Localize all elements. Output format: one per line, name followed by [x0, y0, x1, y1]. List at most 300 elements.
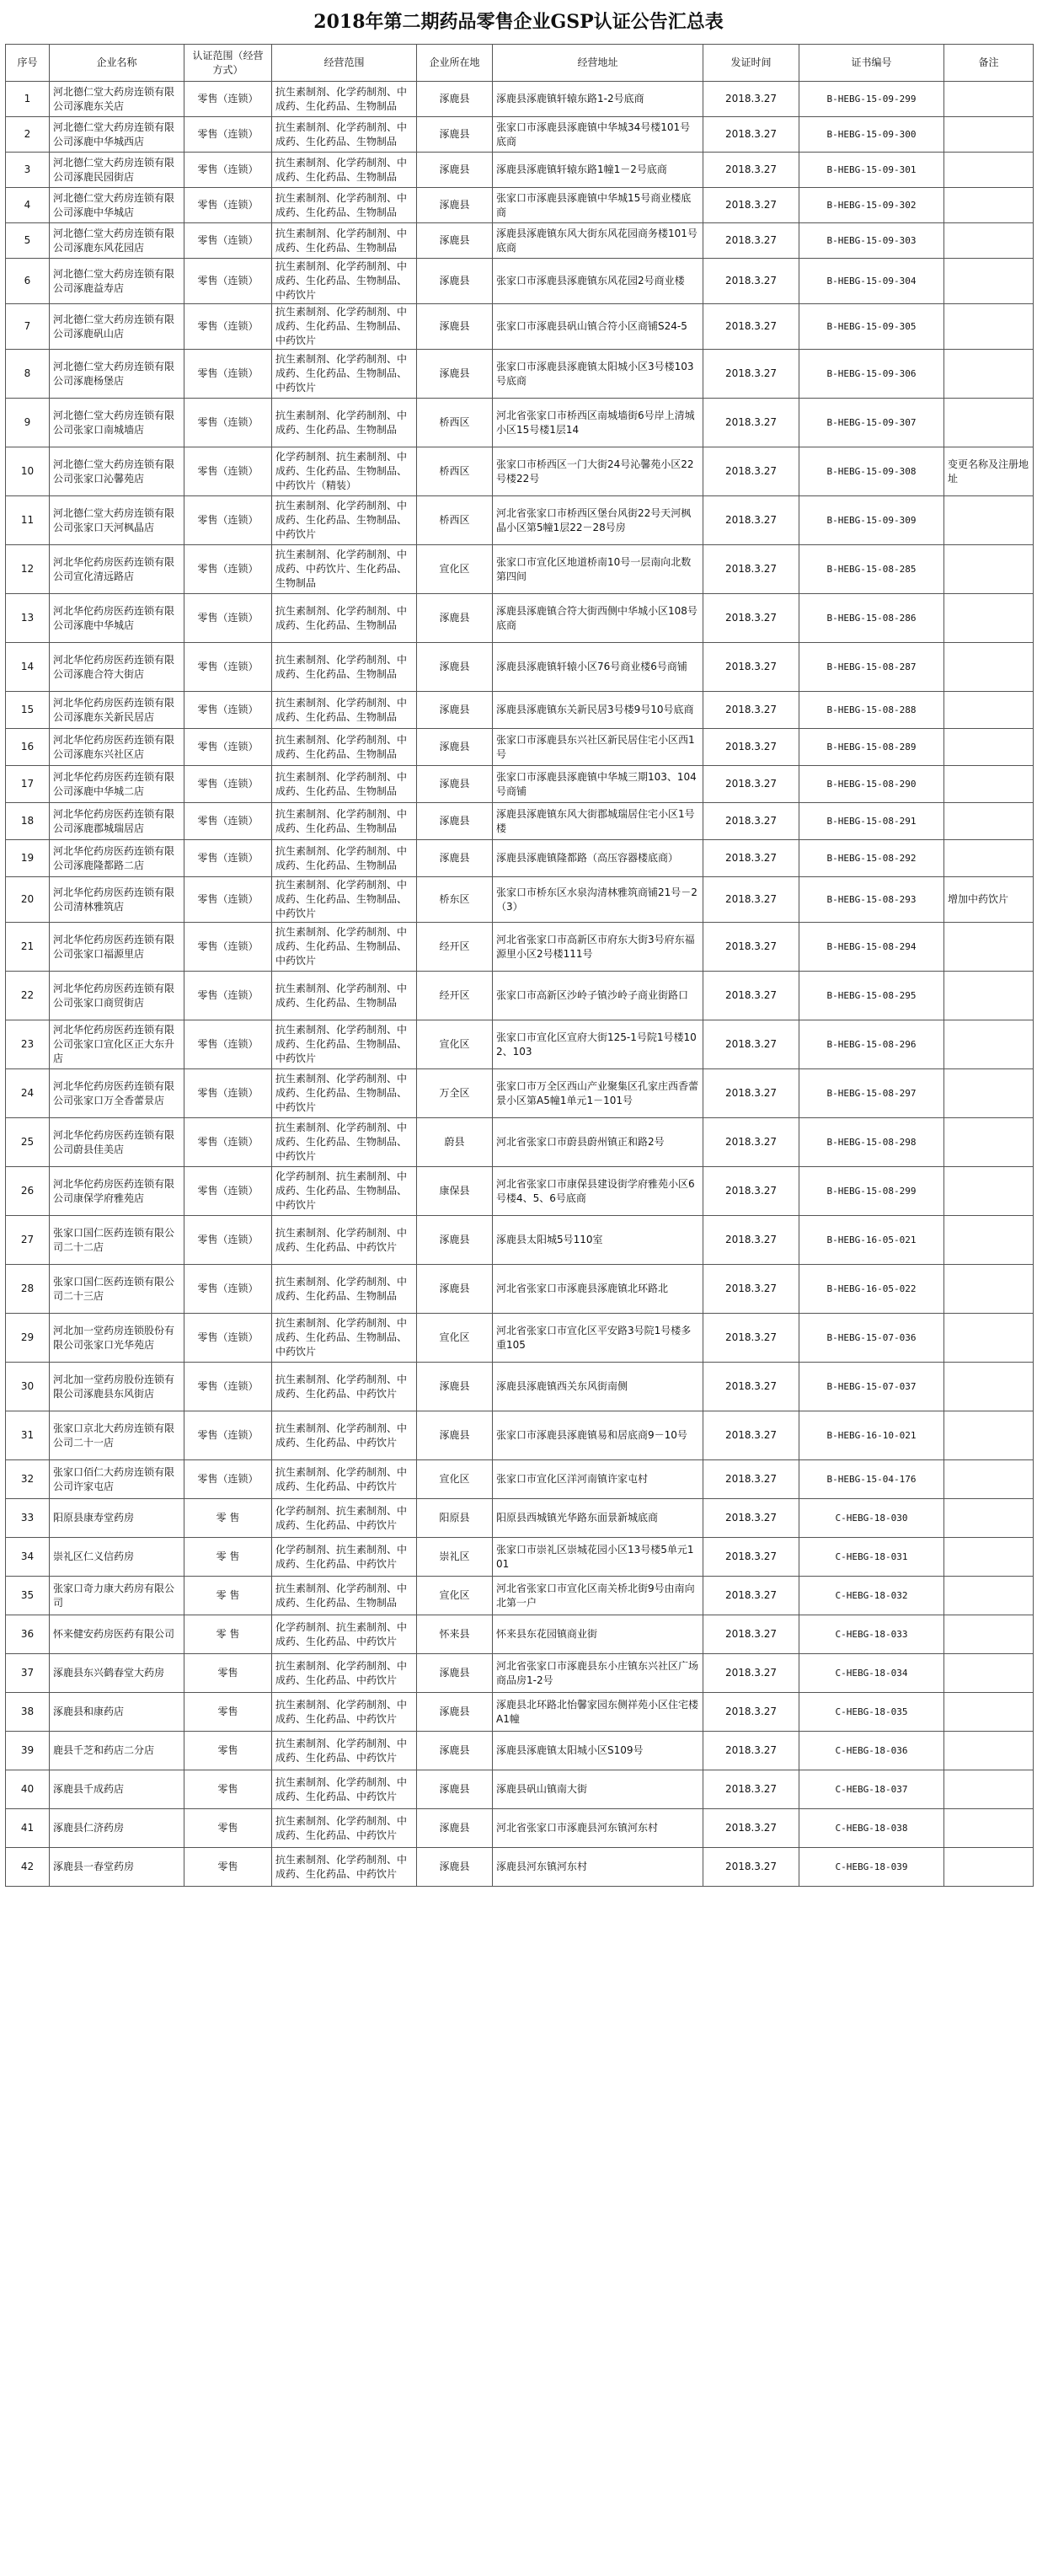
cell-address: 涿鹿县北环路北怡馨家园东侧祥苑小区住宅楼A1幢	[493, 1693, 703, 1732]
cell-note: 变更名称及注册地址	[944, 447, 1034, 496]
cell-issue-date: 2018.3.27	[703, 350, 799, 399]
cell-business-scope: 化学药制剂、抗生素制剂、中成药、生化药品、生物制品、中药饮片	[272, 1167, 417, 1216]
cell-address: 河北省张家口市蔚县蔚州镇正和路2号	[493, 1118, 703, 1167]
cell-cert-number: B-HEBG-15-09-309	[799, 496, 944, 545]
cell-cert-number: B-HEBG-15-08-287	[799, 643, 944, 692]
cell-company-name: 河北德仁堂大药房连锁有限公司张家口沁馨苑店	[50, 447, 184, 496]
cell-business-scope: 抗生素制剂、化学药制剂、中成药、生化药品、中药饮片	[272, 1363, 417, 1411]
cell-address: 张家口市涿鹿县矾山镇合符小区商铺S24-5	[493, 304, 703, 350]
cell-no: 32	[6, 1460, 50, 1499]
cell-business-scope: 化学药制剂、抗生素制剂、中成药、生化药品、中药饮片	[272, 1499, 417, 1538]
cell-note	[944, 350, 1034, 399]
cell-cert-number: B-HEBG-15-09-304	[799, 259, 944, 304]
cell-company-name: 河北华佗药房医药连锁有限公司涿鹿合符大街店	[50, 643, 184, 692]
cell-cert-number: C-HEBG-18-030	[799, 1499, 944, 1538]
cell-note	[944, 1314, 1034, 1363]
cell-company-name: 张家口京北大药房连锁有限公司二十一店	[50, 1411, 184, 1460]
cell-cert-number: C-HEBG-18-033	[799, 1615, 944, 1654]
cell-company-name: 张家口国仁医药连锁有限公司二十二店	[50, 1216, 184, 1265]
col-header-note: 备注	[944, 45, 1034, 82]
cell-location: 万全区	[417, 1069, 493, 1118]
cell-location: 涿鹿县	[417, 1363, 493, 1411]
cell-cert-number: B-HEBG-15-09-305	[799, 304, 944, 350]
cell-cert-number: C-HEBG-18-032	[799, 1577, 944, 1615]
cell-issue-date: 2018.3.27	[703, 1020, 799, 1069]
cell-location: 涿鹿县	[417, 304, 493, 350]
cell-note	[944, 259, 1034, 304]
cell-company-name: 河北华佗药房医药连锁有限公司清林雅筑店	[50, 877, 184, 923]
cell-company-name: 河北华佗药房医药连锁有限公司涿鹿东兴社区店	[50, 729, 184, 766]
cell-no: 40	[6, 1770, 50, 1809]
cell-location: 涿鹿县	[417, 1265, 493, 1314]
cell-company-name: 涿鹿县和康药店	[50, 1693, 184, 1732]
cell-issue-date: 2018.3.27	[703, 972, 799, 1020]
cell-issue-date: 2018.3.27	[703, 82, 799, 117]
cell-no: 20	[6, 877, 50, 923]
cell-issue-date: 2018.3.27	[703, 692, 799, 729]
cell-business-scope: 抗生素制剂、化学药制剂、中成药、生化药品、中药饮片	[272, 1460, 417, 1499]
cell-cert-number: C-HEBG-18-034	[799, 1654, 944, 1693]
cell-no: 15	[6, 692, 50, 729]
cell-business-scope: 抗生素制剂、化学药制剂、中成药、生化药品、中药饮片	[272, 1848, 417, 1887]
cell-business-scope: 抗生素制剂、化学药制剂、中成药、生化药品、生物制品	[272, 766, 417, 803]
cell-note	[944, 1577, 1034, 1615]
cell-address: 涿鹿县涿鹿镇轩辕东路1-2号底商	[493, 82, 703, 117]
cell-cert-number: B-HEBG-15-08-285	[799, 545, 944, 594]
col-header-location: 企业所在地	[417, 45, 493, 82]
cell-no: 27	[6, 1216, 50, 1265]
cell-cert-number: B-HEBG-16-10-021	[799, 1411, 944, 1460]
table-row	[6, 1654, 1034, 1693]
cell-no: 39	[6, 1732, 50, 1770]
cell-cert-mode: 零售	[184, 1848, 272, 1887]
cell-location: 崇礼区	[417, 1538, 493, 1577]
cell-cert-mode: 零售（连锁）	[184, 1167, 272, 1216]
cell-issue-date: 2018.3.27	[703, 545, 799, 594]
cell-issue-date: 2018.3.27	[703, 188, 799, 223]
cell-location: 康保县	[417, 1167, 493, 1216]
cell-issue-date: 2018.3.27	[703, 1460, 799, 1499]
cell-cert-number: B-HEBG-15-08-294	[799, 923, 944, 972]
table-row	[6, 1460, 1034, 1499]
cell-cert-number: B-HEBG-15-09-308	[799, 447, 944, 496]
table-row	[6, 594, 1034, 643]
cell-no: 6	[6, 259, 50, 304]
cell-company-name: 河北德仁堂大药房连锁有限公司涿鹿民园街店	[50, 153, 184, 188]
cell-business-scope: 抗生素制剂、化学药制剂、中成药、生化药品、中药饮片	[272, 1411, 417, 1460]
cell-business-scope: 抗生素制剂、化学药制剂、中成药、生化药品、生物制品	[272, 117, 417, 153]
cell-company-name: 河北加一堂药房连锁股份有限公司张家口光华苑店	[50, 1314, 184, 1363]
cell-cert-number: B-HEBG-15-07-037	[799, 1363, 944, 1411]
table-row	[6, 1577, 1034, 1615]
cell-business-scope: 抗生素制剂、化学药制剂、中成药、生化药品、生物制品、中药饮片	[272, 304, 417, 350]
cell-issue-date: 2018.3.27	[703, 117, 799, 153]
cell-business-scope: 抗生素制剂、化学药制剂、中成药、生化药品、生物制品、中药饮片	[272, 1314, 417, 1363]
cell-no: 1	[6, 82, 50, 117]
table-row	[6, 1693, 1034, 1732]
cell-address: 涿鹿县涿鹿镇轩辕东路1幢1－2号底商	[493, 153, 703, 188]
cell-location: 涿鹿县	[417, 1693, 493, 1732]
table-row	[6, 1411, 1034, 1460]
cell-location: 涿鹿县	[417, 803, 493, 840]
cell-cert-mode: 零售（连锁）	[184, 545, 272, 594]
table-row	[6, 82, 1034, 117]
cell-cert-mode: 零售（连锁）	[184, 1314, 272, 1363]
cell-cert-number: B-HEBG-15-07-036	[799, 1314, 944, 1363]
table-row	[6, 1216, 1034, 1265]
cell-cert-mode: 零 售	[184, 1577, 272, 1615]
cell-company-name: 河北华佗药房医药连锁有限公司张家口福源里店	[50, 923, 184, 972]
cell-cert-number: B-HEBG-15-08-291	[799, 803, 944, 840]
cell-address: 张家口市宣化区洋河南镇许家屯村	[493, 1460, 703, 1499]
col-header-name: 企业名称	[50, 45, 184, 82]
table-row	[6, 1020, 1034, 1069]
cell-note	[944, 1167, 1034, 1216]
cell-address: 怀来县东花园镇商业街	[493, 1615, 703, 1654]
cell-cert-mode: 零售（连锁）	[184, 117, 272, 153]
table-row	[6, 447, 1034, 496]
col-header-scope: 经营范围	[272, 45, 417, 82]
cell-location: 宣化区	[417, 1460, 493, 1499]
cell-address: 张家口市崇礼区崇城花园小区13号楼5单元101	[493, 1538, 703, 1577]
cell-cert-mode: 零售（连锁）	[184, 259, 272, 304]
cell-location: 桥西区	[417, 447, 493, 496]
cell-address: 涿鹿县河东镇河东村	[493, 1848, 703, 1887]
col-header-no: 序号	[6, 45, 50, 82]
cell-address: 张家口市宣化区地道桥南10号一层南向北数第四间	[493, 545, 703, 594]
cell-company-name: 涿鹿县仁济药房	[50, 1809, 184, 1848]
cell-location: 涿鹿县	[417, 259, 493, 304]
cell-issue-date: 2018.3.27	[703, 923, 799, 972]
cell-location: 涿鹿县	[417, 692, 493, 729]
cell-business-scope: 化学药制剂、抗生素制剂、中成药、生化药品、生物制品、中药饮片（精装）	[272, 447, 417, 496]
cell-no: 3	[6, 153, 50, 188]
cell-address: 张家口市宣化区宣府大街125-1号院1号楼102、103	[493, 1020, 703, 1069]
table-row	[6, 923, 1034, 972]
cell-issue-date: 2018.3.27	[703, 729, 799, 766]
table-row	[6, 1265, 1034, 1314]
cell-note	[944, 1770, 1034, 1809]
cell-location: 涿鹿县	[417, 117, 493, 153]
cell-cert-mode: 零售（连锁）	[184, 496, 272, 545]
cell-cert-number: C-HEBG-18-039	[799, 1848, 944, 1887]
cell-company-name: 河北华佗药房医药连锁有限公司涿鹿中华城二店	[50, 766, 184, 803]
cell-company-name: 河北华佗药房医药连锁有限公司涿鹿隆都路二店	[50, 840, 184, 877]
cell-no: 19	[6, 840, 50, 877]
cell-note	[944, 1848, 1034, 1887]
cell-business-scope: 抗生素制剂、化学药制剂、中成药、生化药品、生物制品、中药饮片	[272, 877, 417, 923]
cell-no: 5	[6, 223, 50, 259]
cell-business-scope: 化学药制剂、抗生素制剂、中成药、生化药品、中药饮片	[272, 1615, 417, 1654]
cell-no: 12	[6, 545, 50, 594]
cell-cert-mode: 零售（连锁）	[184, 877, 272, 923]
cell-no: 26	[6, 1167, 50, 1216]
cell-company-name: 河北加一堂药房股份连锁有限公司涿鹿县东风街店	[50, 1363, 184, 1411]
cell-company-name: 河北德仁堂大药房连锁有限公司张家口天河枫晶店	[50, 496, 184, 545]
table-row	[6, 1770, 1034, 1809]
table-row	[6, 1118, 1034, 1167]
cell-location: 涿鹿县	[417, 1411, 493, 1460]
cell-no: 31	[6, 1411, 50, 1460]
cell-no: 22	[6, 972, 50, 1020]
table-row	[6, 545, 1034, 594]
cell-address: 涿鹿县涿鹿镇隆都路（高压容器楼底商）	[493, 840, 703, 877]
cell-company-name: 阳原县康寿堂药房	[50, 1499, 184, 1538]
cell-location: 涿鹿县	[417, 1770, 493, 1809]
cell-business-scope: 抗生素制剂、化学药制剂、中成药、生化药品、生物制品	[272, 692, 417, 729]
cell-note	[944, 1265, 1034, 1314]
cell-cert-number: B-HEBG-16-05-021	[799, 1216, 944, 1265]
col-header-cert: 证书编号	[799, 45, 944, 82]
cell-business-scope: 抗生素制剂、化学药制剂、中成药、生化药品、生物制品	[272, 82, 417, 117]
cell-company-name: 怀来健安药房医药有限公司	[50, 1615, 184, 1654]
cell-cert-number: B-HEBG-15-09-302	[799, 188, 944, 223]
cell-note: 增加中药饮片	[944, 877, 1034, 923]
cell-no: 34	[6, 1538, 50, 1577]
cell-business-scope: 抗生素制剂、化学药制剂、中成药、生化药品、生物制品	[272, 594, 417, 643]
cell-no: 23	[6, 1020, 50, 1069]
cell-issue-date: 2018.3.27	[703, 1615, 799, 1654]
cell-cert-mode: 零售（连锁）	[184, 350, 272, 399]
cell-note	[944, 1069, 1034, 1118]
table-row	[6, 1809, 1034, 1848]
cell-no: 2	[6, 117, 50, 153]
cell-location: 经开区	[417, 923, 493, 972]
cell-no: 14	[6, 643, 50, 692]
cell-note	[944, 1499, 1034, 1538]
cell-business-scope: 抗生素制剂、化学药制剂、中成药、生化药品、生物制品、中药饮片	[272, 1020, 417, 1069]
table-row	[6, 692, 1034, 729]
cell-location: 宣化区	[417, 545, 493, 594]
cell-location: 涿鹿县	[417, 766, 493, 803]
cell-cert-mode: 零售（连锁）	[184, 82, 272, 117]
cell-company-name: 河北德仁堂大药房连锁有限公司张家口南城墙店	[50, 399, 184, 447]
cell-no: 37	[6, 1654, 50, 1693]
cell-company-name: 河北华佗药房医药连锁有限公司张家口宣化区正大东升店	[50, 1020, 184, 1069]
cell-business-scope: 抗生素制剂、化学药制剂、中成药、生化药品、生物制品、中药饮片	[272, 259, 417, 304]
cell-note	[944, 729, 1034, 766]
cell-address: 涿鹿县太阳城5号110室	[493, 1216, 703, 1265]
cell-cert-mode: 零售（连锁）	[184, 1216, 272, 1265]
cell-issue-date: 2018.3.27	[703, 840, 799, 877]
cell-issue-date: 2018.3.27	[703, 1654, 799, 1693]
cell-cert-mode: 零售（连锁）	[184, 972, 272, 1020]
cell-issue-date: 2018.3.27	[703, 1499, 799, 1538]
cell-cert-number: B-HEBG-15-09-300	[799, 117, 944, 153]
cell-cert-number: C-HEBG-18-038	[799, 1809, 944, 1848]
cell-note	[944, 1460, 1034, 1499]
cell-address: 河北省张家口市高新区市府东大街3号府东福源里小区2号楼111号	[493, 923, 703, 972]
cell-note	[944, 1363, 1034, 1411]
cell-location: 涿鹿县	[417, 1732, 493, 1770]
cell-business-scope: 抗生素制剂、化学药制剂、中成药、生化药品、生物制品	[272, 972, 417, 1020]
cell-no: 7	[6, 304, 50, 350]
cell-no: 11	[6, 496, 50, 545]
cell-address: 张家口市桥东区水泉沟清林雅筑商铺21号－2（3）	[493, 877, 703, 923]
cell-location: 涿鹿县	[417, 1848, 493, 1887]
cell-no: 10	[6, 447, 50, 496]
cell-issue-date: 2018.3.27	[703, 803, 799, 840]
cell-address: 张家口市桥西区一门大街24号沁馨苑小区22号楼22号	[493, 447, 703, 496]
cell-cert-number: C-HEBG-18-031	[799, 1538, 944, 1577]
cell-company-name: 河北华佗药房医药连锁有限公司涿鹿中华城店	[50, 594, 184, 643]
cell-no: 30	[6, 1363, 50, 1411]
cell-cert-number: B-HEBG-16-05-022	[799, 1265, 944, 1314]
cell-note	[944, 840, 1034, 877]
cell-company-name: 涿鹿县一春堂药房	[50, 1848, 184, 1887]
cell-business-scope: 抗生素制剂、化学药制剂、中成药、中药饮片、生化药品、生物制品	[272, 545, 417, 594]
cell-address: 河北省张家口市桥西区南城墙街6号岸上清城小区15号楼1层14	[493, 399, 703, 447]
cell-note	[944, 1654, 1034, 1693]
table-row	[6, 188, 1034, 223]
cell-company-name: 鹿县千芝和药店二分店	[50, 1732, 184, 1770]
cell-company-name: 河北华佗药房医药连锁有限公司涿鹿东关新民居店	[50, 692, 184, 729]
cell-location: 涿鹿县	[417, 1654, 493, 1693]
col-header-address: 经营地址	[493, 45, 703, 82]
table-row	[6, 840, 1034, 877]
cell-note	[944, 1693, 1034, 1732]
cell-issue-date: 2018.3.27	[703, 1732, 799, 1770]
cell-no: 38	[6, 1693, 50, 1732]
cell-issue-date: 2018.3.27	[703, 1538, 799, 1577]
table-row	[6, 643, 1034, 692]
cell-company-name: 河北德仁堂大药房连锁有限公司涿鹿益寿店	[50, 259, 184, 304]
cell-address: 张家口市涿鹿县涿鹿镇中华城15号商业楼底商	[493, 188, 703, 223]
cell-cert-mode: 零售（连锁）	[184, 1118, 272, 1167]
cell-cert-mode: 零售（连锁）	[184, 692, 272, 729]
cell-cert-mode: 零售（连锁）	[184, 223, 272, 259]
cell-location: 涿鹿县	[417, 1809, 493, 1848]
cell-cert-number: B-HEBG-15-09-299	[799, 82, 944, 117]
cell-cert-mode: 零售	[184, 1770, 272, 1809]
cell-company-name: 张家口奇力康大药房有限公司	[50, 1577, 184, 1615]
cell-location: 怀来县	[417, 1615, 493, 1654]
table-row	[6, 259, 1034, 304]
cell-location: 宣化区	[417, 1314, 493, 1363]
cell-cert-mode: 零售（连锁）	[184, 1363, 272, 1411]
cell-note	[944, 117, 1034, 153]
cell-no: 13	[6, 594, 50, 643]
cell-company-name: 张家口国仁医药连锁有限公司二十三店	[50, 1265, 184, 1314]
table-row	[6, 1615, 1034, 1654]
table-row	[6, 877, 1034, 923]
cell-issue-date: 2018.3.27	[703, 594, 799, 643]
table-row	[6, 729, 1034, 766]
cell-cert-mode: 零售（连锁）	[184, 594, 272, 643]
cell-location: 涿鹿县	[417, 82, 493, 117]
cell-location: 蔚县	[417, 1118, 493, 1167]
cell-note	[944, 594, 1034, 643]
cell-cert-mode: 零 售	[184, 1499, 272, 1538]
cell-address: 涿鹿县涿鹿镇合符大街西侧中华城小区108号底商	[493, 594, 703, 643]
table-body	[6, 82, 1034, 1887]
cell-note	[944, 1615, 1034, 1654]
document-title: 2018年第二期药品零售企业GSP认证公告汇总表	[313, 11, 724, 33]
cell-note	[944, 545, 1034, 594]
table-row	[6, 972, 1034, 1020]
cell-company-name: 河北德仁堂大药房连锁有限公司涿鹿矾山店	[50, 304, 184, 350]
cell-no: 8	[6, 350, 50, 399]
cell-company-name: 河北德仁堂大药房连锁有限公司涿鹿东风花园店	[50, 223, 184, 259]
table-row	[6, 1314, 1034, 1363]
cell-business-scope: 抗生素制剂、化学药制剂、中成药、生化药品、生物制品	[272, 223, 417, 259]
cell-address: 河北省张家口市宣化区南关桥北街9号由南向北第一户	[493, 1577, 703, 1615]
cell-cert-number: B-HEBG-15-08-296	[799, 1020, 944, 1069]
cell-company-name: 河北华佗药房医药连锁有限公司张家口商贸街店	[50, 972, 184, 1020]
table-row	[6, 1538, 1034, 1577]
cell-issue-date: 2018.3.27	[703, 643, 799, 692]
cell-business-scope: 抗生素制剂、化学药制剂、中成药、生化药品、中药饮片	[272, 1216, 417, 1265]
cell-issue-date: 2018.3.27	[703, 766, 799, 803]
cell-company-name: 张家口佰仁大药房连锁有限公司许家屯店	[50, 1460, 184, 1499]
cell-business-scope: 抗生素制剂、化学药制剂、中成药、生化药品、生物制品	[272, 729, 417, 766]
table-row	[6, 117, 1034, 153]
cell-no: 33	[6, 1499, 50, 1538]
table-row	[6, 1499, 1034, 1538]
cell-business-scope: 抗生素制剂、化学药制剂、中成药、生化药品、生物制品、中药饮片	[272, 1069, 417, 1118]
cell-cert-mode: 零 售	[184, 1615, 272, 1654]
table-row	[6, 766, 1034, 803]
cell-cert-mode: 零售（连锁）	[184, 304, 272, 350]
cell-cert-mode: 零售（连锁）	[184, 153, 272, 188]
cell-cert-mode: 零售（连锁）	[184, 1020, 272, 1069]
cell-business-scope: 抗生素制剂、化学药制剂、中成药、生化药品、中药饮片	[272, 1770, 417, 1809]
cell-note	[944, 1020, 1034, 1069]
cell-issue-date: 2018.3.27	[703, 1577, 799, 1615]
cell-issue-date: 2018.3.27	[703, 223, 799, 259]
cell-issue-date: 2018.3.27	[703, 1363, 799, 1411]
cell-company-name: 崇礼区仁义信药房	[50, 1538, 184, 1577]
cell-cert-mode: 零售（连锁）	[184, 803, 272, 840]
cell-location: 涿鹿县	[417, 840, 493, 877]
cell-business-scope: 抗生素制剂、化学药制剂、中成药、生化药品、生物制品	[272, 1577, 417, 1615]
cell-company-name: 涿鹿县东兴鹤春堂大药房	[50, 1654, 184, 1693]
cell-location: 阳原县	[417, 1499, 493, 1538]
cell-cert-mode: 零售（连锁）	[184, 399, 272, 447]
cell-cert-number: B-HEBG-15-08-297	[799, 1069, 944, 1118]
cell-cert-number: C-HEBG-18-037	[799, 1770, 944, 1809]
cell-issue-date: 2018.3.27	[703, 1167, 799, 1216]
cell-cert-number: B-HEBG-15-04-176	[799, 1460, 944, 1499]
cell-business-scope: 化学药制剂、抗生素制剂、中成药、生化药品、中药饮片	[272, 1538, 417, 1577]
cell-cert-mode: 零售	[184, 1654, 272, 1693]
cell-company-name: 河北德仁堂大药房连锁有限公司涿鹿中华城西店	[50, 117, 184, 153]
cell-business-scope: 抗生素制剂、化学药制剂、中成药、生化药品、生物制品	[272, 840, 417, 877]
cell-issue-date: 2018.3.27	[703, 1314, 799, 1363]
cell-note	[944, 1118, 1034, 1167]
cell-issue-date: 2018.3.27	[703, 1693, 799, 1732]
cell-business-scope: 抗生素制剂、化学药制剂、中成药、生化药品、中药饮片	[272, 1693, 417, 1732]
cell-address: 涿鹿县涿鹿镇东风大街东风花园商务楼101号底商	[493, 223, 703, 259]
cell-cert-number: B-HEBG-15-08-290	[799, 766, 944, 803]
cell-address: 张家口市涿鹿县涿鹿镇易和居底商9－10号	[493, 1411, 703, 1460]
table-row	[6, 803, 1034, 840]
cell-note	[944, 82, 1034, 117]
cell-issue-date: 2018.3.27	[703, 447, 799, 496]
cell-note	[944, 188, 1034, 223]
cell-business-scope: 抗生素制剂、化学药制剂、中成药、生化药品、生物制品	[272, 399, 417, 447]
cell-note	[944, 223, 1034, 259]
table-row	[6, 1363, 1034, 1411]
cell-location: 涿鹿县	[417, 188, 493, 223]
cell-cert-mode: 零售	[184, 1693, 272, 1732]
cell-location: 涿鹿县	[417, 594, 493, 643]
cell-address: 涿鹿县矾山镇南大街	[493, 1770, 703, 1809]
cell-note	[944, 643, 1034, 692]
cell-company-name: 河北德仁堂大药房连锁有限公司涿鹿东关店	[50, 82, 184, 117]
cell-no: 42	[6, 1848, 50, 1887]
cell-cert-number: B-HEBG-15-08-293	[799, 877, 944, 923]
